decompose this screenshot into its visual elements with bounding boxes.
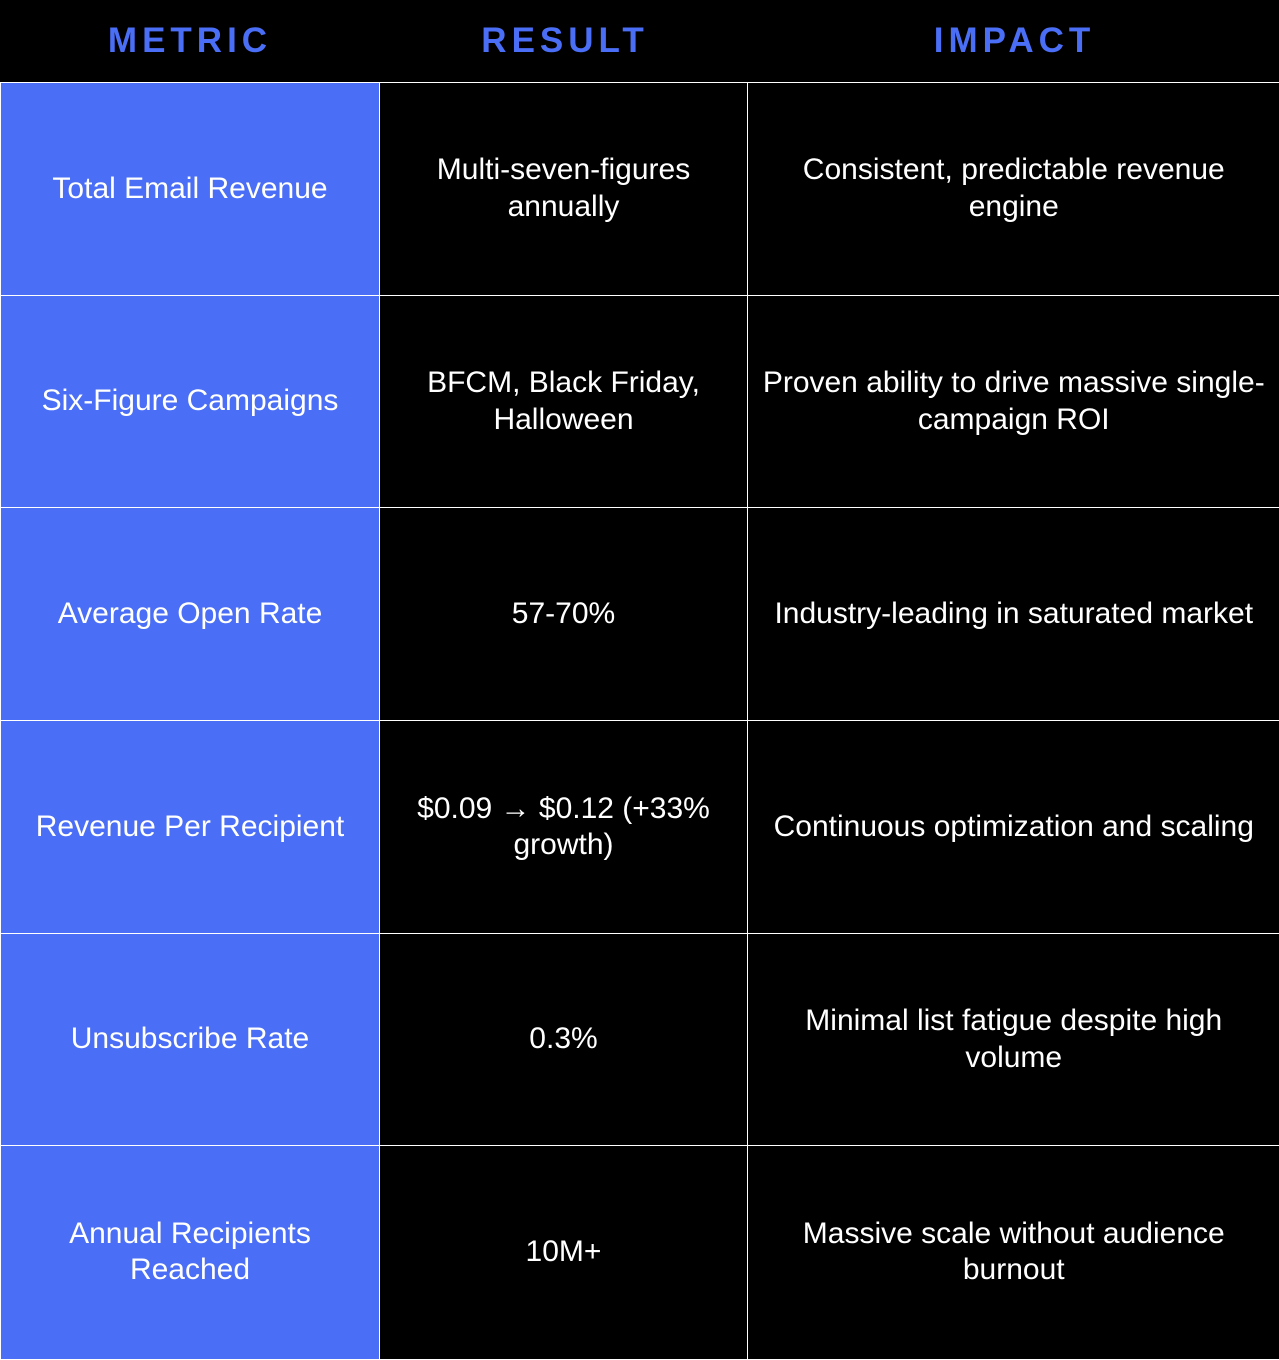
table-body xyxy=(0,82,1279,1358)
table-row xyxy=(0,933,1279,1146)
cell-metric: Total Email Revenue xyxy=(0,82,380,296)
cell-result: Multi-seven-figures annually xyxy=(379,82,749,296)
table-row xyxy=(0,1145,1279,1358)
cell-impact: Industry-leading in saturated market xyxy=(747,507,1279,721)
cell-result: 57-70% xyxy=(379,507,749,721)
cell-metric: Average Open Rate xyxy=(0,507,380,721)
table-header-row xyxy=(0,0,1279,82)
cell-metric: Six-Figure Campaigns xyxy=(0,295,380,509)
table-row xyxy=(0,295,1279,508)
cell-impact: Continuous optimization and scaling xyxy=(747,720,1279,934)
cell-impact: Consistent, predictable revenue engine xyxy=(747,82,1279,296)
cell-result: $0.09 → $0.12 (+33% growth) xyxy=(379,720,749,934)
table-row xyxy=(0,82,1279,295)
column-header-impact: IMPACT xyxy=(933,21,1096,60)
column-header-result: RESULT xyxy=(481,21,649,60)
cell-impact: Proven ability to drive massive single-campaign ROI xyxy=(747,295,1279,509)
cell-result: BFCM, Black Friday, Halloween xyxy=(379,295,749,509)
cell-impact: Minimal list fatigue despite high volume xyxy=(747,933,1279,1147)
cell-impact: Massive scale without audience burnout xyxy=(747,1145,1279,1359)
cell-result: 0.3% xyxy=(379,933,749,1147)
cell-metric: Annual Recipients Reached xyxy=(0,1145,380,1359)
cell-result: 10M+ xyxy=(379,1145,749,1359)
cell-metric: Unsubscribe Rate xyxy=(0,933,380,1147)
cell-metric: Revenue Per Recipient xyxy=(0,720,380,934)
column-header-metric: METRIC xyxy=(107,21,273,60)
table-row xyxy=(0,507,1279,720)
table-row xyxy=(0,720,1279,933)
